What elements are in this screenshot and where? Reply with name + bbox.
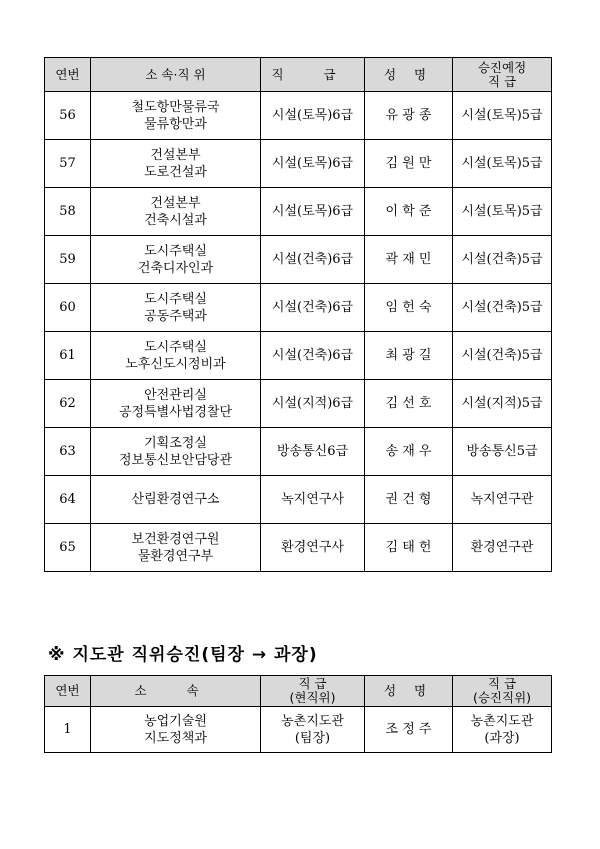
cell-no: 60 [45, 284, 91, 332]
cell-name: 조 정 주 [365, 707, 453, 753]
cell-grade: 시설(건축)6급 [261, 332, 365, 380]
cell-dept: 농업기술원 지도정책과 [91, 707, 261, 753]
header-grade: 직 급 (현직위) [261, 676, 365, 707]
table-row [45, 284, 552, 332]
section-heading: ※ 지도관 직위승진(팀장 → 과장) [48, 645, 318, 665]
cell-grade: 시설(지적)6급 [261, 380, 365, 428]
header-promo: 승진예정 직 급 [453, 58, 552, 92]
header-promo: 직 급 (승진직위) [453, 676, 552, 707]
cell-dept: 도시주택실 건축디자인과 [91, 236, 261, 284]
cell-grade: 시설(토목)6급 [261, 92, 365, 140]
cell-no: 58 [45, 188, 91, 236]
cell-promo: 녹지연구관 [453, 476, 552, 524]
cell-promo: 농촌지도관 (과장) [453, 707, 552, 753]
cell-dept: 보건환경연구원 물환경연구부 [91, 524, 261, 572]
cell-grade: 시설(토목)6급 [261, 188, 365, 236]
cell-dept: 건설본부 건축시설과 [91, 188, 261, 236]
cell-grade: 농촌지도관 (팀장) [261, 707, 365, 753]
cell-dept: 도시주택실 공동주택과 [91, 284, 261, 332]
cell-promo: 시설(건축)5급 [453, 284, 552, 332]
table-row [45, 188, 552, 236]
cell-no: 62 [45, 380, 91, 428]
cell-promo: 시설(토목)5급 [453, 140, 552, 188]
table-row [45, 524, 552, 572]
cell-promo: 방송통신5급 [453, 428, 552, 476]
cell-promo: 시설(지적)5급 [453, 380, 552, 428]
cell-grade: 녹지연구사 [261, 476, 365, 524]
cell-promo: 시설(토목)5급 [453, 92, 552, 140]
header-grade: 직 급 [261, 58, 365, 92]
cell-no: 59 [45, 236, 91, 284]
table-header-row [45, 58, 552, 92]
cell-promo: 시설(건축)5급 [453, 332, 552, 380]
cell-no: 61 [45, 332, 91, 380]
cell-promo: 시설(건축)5급 [453, 236, 552, 284]
table-row [45, 707, 552, 753]
table-row [45, 476, 552, 524]
cell-promo: 환경연구관 [453, 524, 552, 572]
cell-dept: 도시주택실 노후신도시정비과 [91, 332, 261, 380]
director-promotion-table [44, 675, 552, 753]
cell-name: 임 헌 숙 [365, 284, 453, 332]
header-no: 연번 [45, 676, 91, 707]
cell-no: 63 [45, 428, 91, 476]
cell-grade: 환경연구사 [261, 524, 365, 572]
cell-no: 56 [45, 92, 91, 140]
cell-name: 김 선 호 [365, 380, 453, 428]
cell-no: 65 [45, 524, 91, 572]
cell-grade: 방송통신6급 [261, 428, 365, 476]
cell-name: 송 재 우 [365, 428, 453, 476]
table-row [45, 380, 552, 428]
cell-name: 곽 재 민 [365, 236, 453, 284]
cell-grade: 시설(건축)6급 [261, 236, 365, 284]
cell-name: 유 광 종 [365, 92, 453, 140]
table-row [45, 428, 552, 476]
header-dept: 소 속 [91, 676, 261, 707]
cell-dept: 안전관리실 공정특별사법경찰단 [91, 380, 261, 428]
header-name: 성 명 [365, 58, 453, 92]
cell-name: 권 건 형 [365, 476, 453, 524]
cell-no: 57 [45, 140, 91, 188]
cell-dept: 건설본부 도로건설과 [91, 140, 261, 188]
table-row [45, 236, 552, 284]
cell-name: 이 학 준 [365, 188, 453, 236]
table-row [45, 332, 552, 380]
cell-dept: 기획조정실 정보통신보안담당관 [91, 428, 261, 476]
cell-name: 김 원 만 [365, 140, 453, 188]
cell-name: 김 태 헌 [365, 524, 453, 572]
table-header-row [45, 676, 552, 707]
cell-dept: 산림환경연구소 [91, 476, 261, 524]
promotion-table [44, 57, 552, 572]
cell-dept: 철도항만물류국 물류항만과 [91, 92, 261, 140]
header-name: 성 명 [365, 676, 453, 707]
header-dept: 소 속·직 위 [91, 58, 261, 92]
header-no: 연번 [45, 58, 91, 92]
cell-promo: 시설(토목)5급 [453, 188, 552, 236]
cell-grade: 시설(토목)6급 [261, 140, 365, 188]
table-row [45, 140, 552, 188]
cell-name: 최 광 길 [365, 332, 453, 380]
table-row [45, 92, 552, 140]
cell-no: 1 [45, 707, 91, 753]
cell-no: 64 [45, 476, 91, 524]
cell-grade: 시설(건축)6급 [261, 284, 365, 332]
